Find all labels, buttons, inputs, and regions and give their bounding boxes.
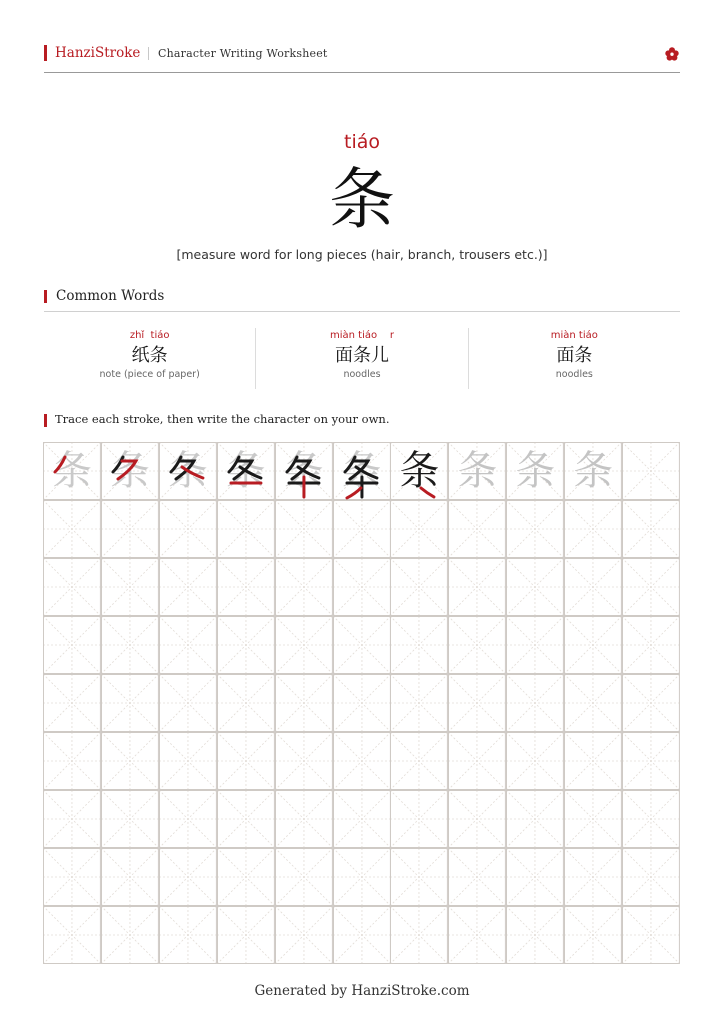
cell-guide-lines	[43, 500, 101, 558]
grid-cell[interactable]	[101, 442, 159, 500]
grid-cell[interactable]	[159, 906, 217, 964]
cell-guide-lines	[564, 558, 622, 616]
grid-cell[interactable]	[448, 616, 506, 674]
grid-cell[interactable]	[390, 616, 448, 674]
cell-guide-lines	[622, 616, 680, 674]
cell-guide-lines	[43, 848, 101, 906]
grid-cell[interactable]	[506, 790, 564, 848]
practice-grid[interactable]	[43, 442, 680, 964]
cell-guide-lines	[101, 848, 159, 906]
grid-cell[interactable]	[275, 732, 333, 790]
cell-guide-lines	[564, 848, 622, 906]
cell-guide-lines	[448, 848, 506, 906]
grid-cell[interactable]	[390, 732, 448, 790]
cell-guide-lines	[622, 732, 680, 790]
grid-cell[interactable]	[159, 674, 217, 732]
cell-guide-lines	[217, 848, 275, 906]
grid-cell[interactable]	[390, 848, 448, 906]
cell-guide-lines	[275, 500, 333, 558]
grid-cell[interactable]	[564, 732, 622, 790]
cell-guide-lines	[506, 732, 564, 790]
stroke-step-character: 条	[399, 448, 440, 494]
grid-cell[interactable]	[333, 674, 391, 732]
cell-guide-lines	[506, 616, 564, 674]
word-pinyin: zhǐ tiáo	[129, 330, 170, 341]
cell-guide-lines	[506, 906, 564, 964]
section-accent-bar	[44, 290, 47, 303]
cell-guide-lines	[101, 558, 159, 616]
cell-guide-lines	[448, 558, 506, 616]
grid-cell[interactable]	[622, 500, 680, 558]
cell-guide-lines	[390, 906, 448, 964]
grid-cell[interactable]	[275, 558, 333, 616]
word-hanzi: 面条儿	[334, 345, 389, 366]
trace-character: 条	[515, 448, 556, 494]
cell-guide-lines	[217, 674, 275, 732]
grid-cell[interactable]	[217, 732, 275, 790]
worksheet-header	[44, 44, 680, 66]
grid-cell[interactable]	[448, 848, 506, 906]
cell-guide-lines	[101, 616, 159, 674]
grid-cell[interactable]	[564, 906, 622, 964]
cell-guide-lines	[333, 674, 391, 732]
cell-guide-lines	[506, 558, 564, 616]
cell-guide-lines	[622, 558, 680, 616]
grid-cell[interactable]	[333, 442, 391, 500]
cell-guide-lines	[564, 732, 622, 790]
grid-cell[interactable]	[390, 442, 448, 500]
cell-guide-lines	[159, 732, 217, 790]
cell-guide-lines	[506, 848, 564, 906]
grid-cell[interactable]	[275, 674, 333, 732]
grid-cell[interactable]	[101, 790, 159, 848]
cell-guide-lines	[217, 732, 275, 790]
cell-guide-lines	[275, 616, 333, 674]
stroke-step-character: 条	[225, 448, 266, 494]
cell-guide-lines	[275, 790, 333, 848]
cell-guide-lines	[506, 500, 564, 558]
cell-guide-lines	[448, 500, 506, 558]
grid-cell[interactable]	[622, 616, 680, 674]
cell-guide-lines	[101, 906, 159, 964]
character-meaning: [measure word for long pieces (hair, branch, trousers etc.)]	[176, 247, 548, 262]
cell-guide-lines	[448, 674, 506, 732]
grid-cell[interactable]	[390, 558, 448, 616]
grid-cell[interactable]	[506, 848, 564, 906]
grid-cell[interactable]	[564, 790, 622, 848]
header-divider	[44, 72, 680, 73]
grid-cell[interactable]	[564, 848, 622, 906]
grid-cell[interactable]	[333, 790, 391, 848]
word-item	[468, 328, 680, 389]
stroke-step-character: 条	[51, 448, 92, 494]
common-words-list	[44, 328, 680, 389]
grid-cell[interactable]	[275, 906, 333, 964]
cell-guide-lines	[217, 558, 275, 616]
grid-cell[interactable]	[506, 616, 564, 674]
cell-guide-lines	[159, 674, 217, 732]
cell-guide-lines	[622, 848, 680, 906]
cell-guide-lines	[448, 906, 506, 964]
stroke-highlight	[217, 442, 275, 500]
grid-cell[interactable]	[390, 790, 448, 848]
practice-instruction: Trace each stroke, then write the character on your own.	[55, 412, 390, 426]
cell-guide-lines	[101, 500, 159, 558]
cell-guide-lines	[564, 906, 622, 964]
cell-guide-lines	[43, 906, 101, 964]
grid-cell[interactable]	[217, 848, 275, 906]
grid-cell[interactable]	[101, 848, 159, 906]
cell-guide-lines	[43, 790, 101, 848]
grid-cell[interactable]	[217, 674, 275, 732]
grid-cell[interactable]	[217, 906, 275, 964]
cell-guide-lines	[448, 732, 506, 790]
grid-cell[interactable]	[275, 616, 333, 674]
grid-cell[interactable]	[43, 558, 101, 616]
cell-guide-lines	[448, 616, 506, 674]
cell-guide-lines	[622, 500, 680, 558]
words-divider	[44, 311, 680, 312]
grid-cell[interactable]	[506, 674, 564, 732]
grid-cell[interactable]	[564, 558, 622, 616]
grid-cell[interactable]	[333, 732, 391, 790]
cell-guide-lines	[275, 558, 333, 616]
word-gloss: noodles	[555, 369, 593, 380]
cell-guide-lines	[564, 790, 622, 848]
word-pinyin: miàn tiáo	[550, 330, 598, 341]
cell-guide-lines	[390, 558, 448, 616]
grid-cell[interactable]	[390, 500, 448, 558]
cell-guide-lines	[159, 558, 217, 616]
stroke-step-character: 条	[283, 448, 324, 494]
word-item	[44, 328, 255, 389]
grid-cell[interactable]	[622, 558, 680, 616]
grid-cell[interactable]	[448, 500, 506, 558]
grid-cell[interactable]	[43, 732, 101, 790]
worksheet-subtitle: Character Writing Worksheet	[158, 47, 328, 60]
grid-cell[interactable]	[333, 906, 391, 964]
grid-cell[interactable]	[43, 790, 101, 848]
cell-guide-lines	[564, 500, 622, 558]
grid-cell[interactable]	[217, 442, 275, 500]
word-hanzi: 面条	[556, 345, 593, 366]
grid-cell[interactable]	[217, 558, 275, 616]
cell-guide-lines	[159, 500, 217, 558]
grid-cell[interactable]	[217, 500, 275, 558]
grid-cell[interactable]	[622, 674, 680, 732]
grid-cell[interactable]	[448, 790, 506, 848]
header-separator	[148, 47, 149, 60]
cell-guide-lines	[333, 500, 391, 558]
cell-guide-lines	[275, 732, 333, 790]
section-accent-bar	[44, 414, 47, 427]
cell-guide-lines	[564, 674, 622, 732]
grid-cell[interactable]	[275, 442, 333, 500]
grid-cell[interactable]	[159, 500, 217, 558]
cell-guide-lines	[101, 790, 159, 848]
cell-guide-lines	[43, 558, 101, 616]
cell-guide-lines	[159, 848, 217, 906]
word-gloss: noodles	[343, 369, 381, 380]
grid-cell[interactable]	[159, 442, 217, 500]
stroke-step-character: 条	[341, 448, 382, 494]
cell-guide-lines	[159, 616, 217, 674]
grid-cell[interactable]	[159, 732, 217, 790]
cell-guide-lines	[101, 732, 159, 790]
grid-cell[interactable]	[101, 500, 159, 558]
word-item	[255, 328, 467, 389]
cell-guide-lines	[333, 848, 391, 906]
cell-guide-lines	[390, 848, 448, 906]
plum-blossom-icon	[664, 46, 680, 62]
stroke-highlight	[43, 442, 101, 500]
grid-cell[interactable]	[564, 500, 622, 558]
grid-cell[interactable]	[390, 906, 448, 964]
stroke-highlight	[101, 442, 159, 500]
grid-cell[interactable]	[275, 848, 333, 906]
grid-cell[interactable]	[622, 790, 680, 848]
grid-cell[interactable]	[43, 616, 101, 674]
word-gloss: note (piece of paper)	[99, 369, 200, 380]
grid-cell[interactable]	[275, 500, 333, 558]
grid-cell[interactable]	[622, 906, 680, 964]
grid-cell[interactable]	[275, 790, 333, 848]
trace-character: 条	[573, 448, 614, 494]
cell-guide-lines	[333, 558, 391, 616]
grid-cell[interactable]	[43, 500, 101, 558]
cell-guide-lines	[622, 674, 680, 732]
brand-name: HanziStroke	[55, 45, 141, 61]
cell-guide-lines	[101, 674, 159, 732]
grid-cell[interactable]	[159, 558, 217, 616]
grid-cell[interactable]	[101, 732, 159, 790]
cell-guide-lines	[43, 732, 101, 790]
trace-character: 条	[457, 448, 498, 494]
cell-guide-lines	[159, 906, 217, 964]
grid-cell[interactable]	[333, 848, 391, 906]
grid-cell[interactable]	[101, 906, 159, 964]
grid-cell[interactable]	[217, 790, 275, 848]
stroke-step-character: 条	[167, 448, 208, 494]
grid-cell[interactable]	[448, 906, 506, 964]
stroke-highlight	[333, 442, 391, 500]
grid-cell[interactable]	[101, 616, 159, 674]
grid-cell[interactable]	[506, 558, 564, 616]
grid-cell[interactable]	[622, 732, 680, 790]
cell-guide-lines	[390, 674, 448, 732]
character-pinyin: tiáo	[344, 131, 380, 153]
grid-cell[interactable]	[333, 558, 391, 616]
cell-guide-lines	[622, 790, 680, 848]
cell-guide-lines	[333, 790, 391, 848]
grid-cell[interactable]	[43, 906, 101, 964]
cell-guide-lines	[159, 790, 217, 848]
cell-guide-lines	[217, 906, 275, 964]
cell-guide-lines	[333, 732, 391, 790]
brand-accent-bar	[44, 45, 47, 61]
grid-cell[interactable]	[217, 616, 275, 674]
main-character: 条	[329, 161, 395, 238]
grid-cell[interactable]	[159, 616, 217, 674]
grid-cell[interactable]	[448, 558, 506, 616]
word-pinyin: miàn tiáo r	[330, 330, 394, 341]
stroke-highlight	[275, 442, 333, 500]
grid-cell[interactable]	[101, 674, 159, 732]
cell-guide-lines	[390, 790, 448, 848]
footer-credit: Generated by HanziStroke.com	[254, 983, 470, 999]
grid-cell[interactable]	[448, 674, 506, 732]
grid-cell[interactable]	[159, 790, 217, 848]
grid-cell[interactable]	[506, 442, 564, 500]
grid-cell[interactable]	[622, 848, 680, 906]
grid-cell[interactable]	[333, 616, 391, 674]
cell-guide-lines	[390, 732, 448, 790]
grid-cell[interactable]	[564, 674, 622, 732]
cell-guide-lines	[217, 790, 275, 848]
cell-guide-lines	[390, 616, 448, 674]
cell-guide-lines	[390, 500, 448, 558]
grid-cell[interactable]	[506, 906, 564, 964]
cell-guide-lines	[622, 442, 680, 500]
cell-guide-lines	[506, 674, 564, 732]
grid-cell[interactable]	[448, 442, 506, 500]
grid-cell[interactable]	[43, 674, 101, 732]
cell-guide-lines	[43, 674, 101, 732]
grid-cell[interactable]	[101, 558, 159, 616]
cell-guide-lines	[275, 906, 333, 964]
grid-cell[interactable]	[159, 848, 217, 906]
grid-cell[interactable]	[43, 442, 101, 500]
cell-guide-lines	[275, 674, 333, 732]
common-words-title: Common Words	[56, 288, 165, 304]
stroke-step-character: 条	[109, 448, 150, 494]
grid-cell[interactable]	[506, 732, 564, 790]
stroke-highlight	[390, 442, 448, 500]
grid-cell[interactable]	[333, 500, 391, 558]
grid-cell[interactable]	[43, 848, 101, 906]
cell-guide-lines	[622, 906, 680, 964]
grid-cell[interactable]	[564, 616, 622, 674]
cell-guide-lines	[217, 500, 275, 558]
cell-guide-lines	[333, 616, 391, 674]
cell-guide-lines	[217, 616, 275, 674]
cell-guide-lines	[333, 906, 391, 964]
grid-cell[interactable]	[506, 500, 564, 558]
cell-guide-lines	[506, 790, 564, 848]
word-hanzi: 纸条	[131, 345, 168, 366]
grid-cell[interactable]	[448, 732, 506, 790]
cell-guide-lines	[43, 616, 101, 674]
cell-guide-lines	[564, 616, 622, 674]
cell-guide-lines	[275, 848, 333, 906]
grid-cell[interactable]	[390, 674, 448, 732]
grid-cell[interactable]	[622, 442, 680, 500]
grid-cell[interactable]	[564, 442, 622, 500]
stroke-highlight	[159, 442, 217, 500]
cell-guide-lines	[448, 790, 506, 848]
